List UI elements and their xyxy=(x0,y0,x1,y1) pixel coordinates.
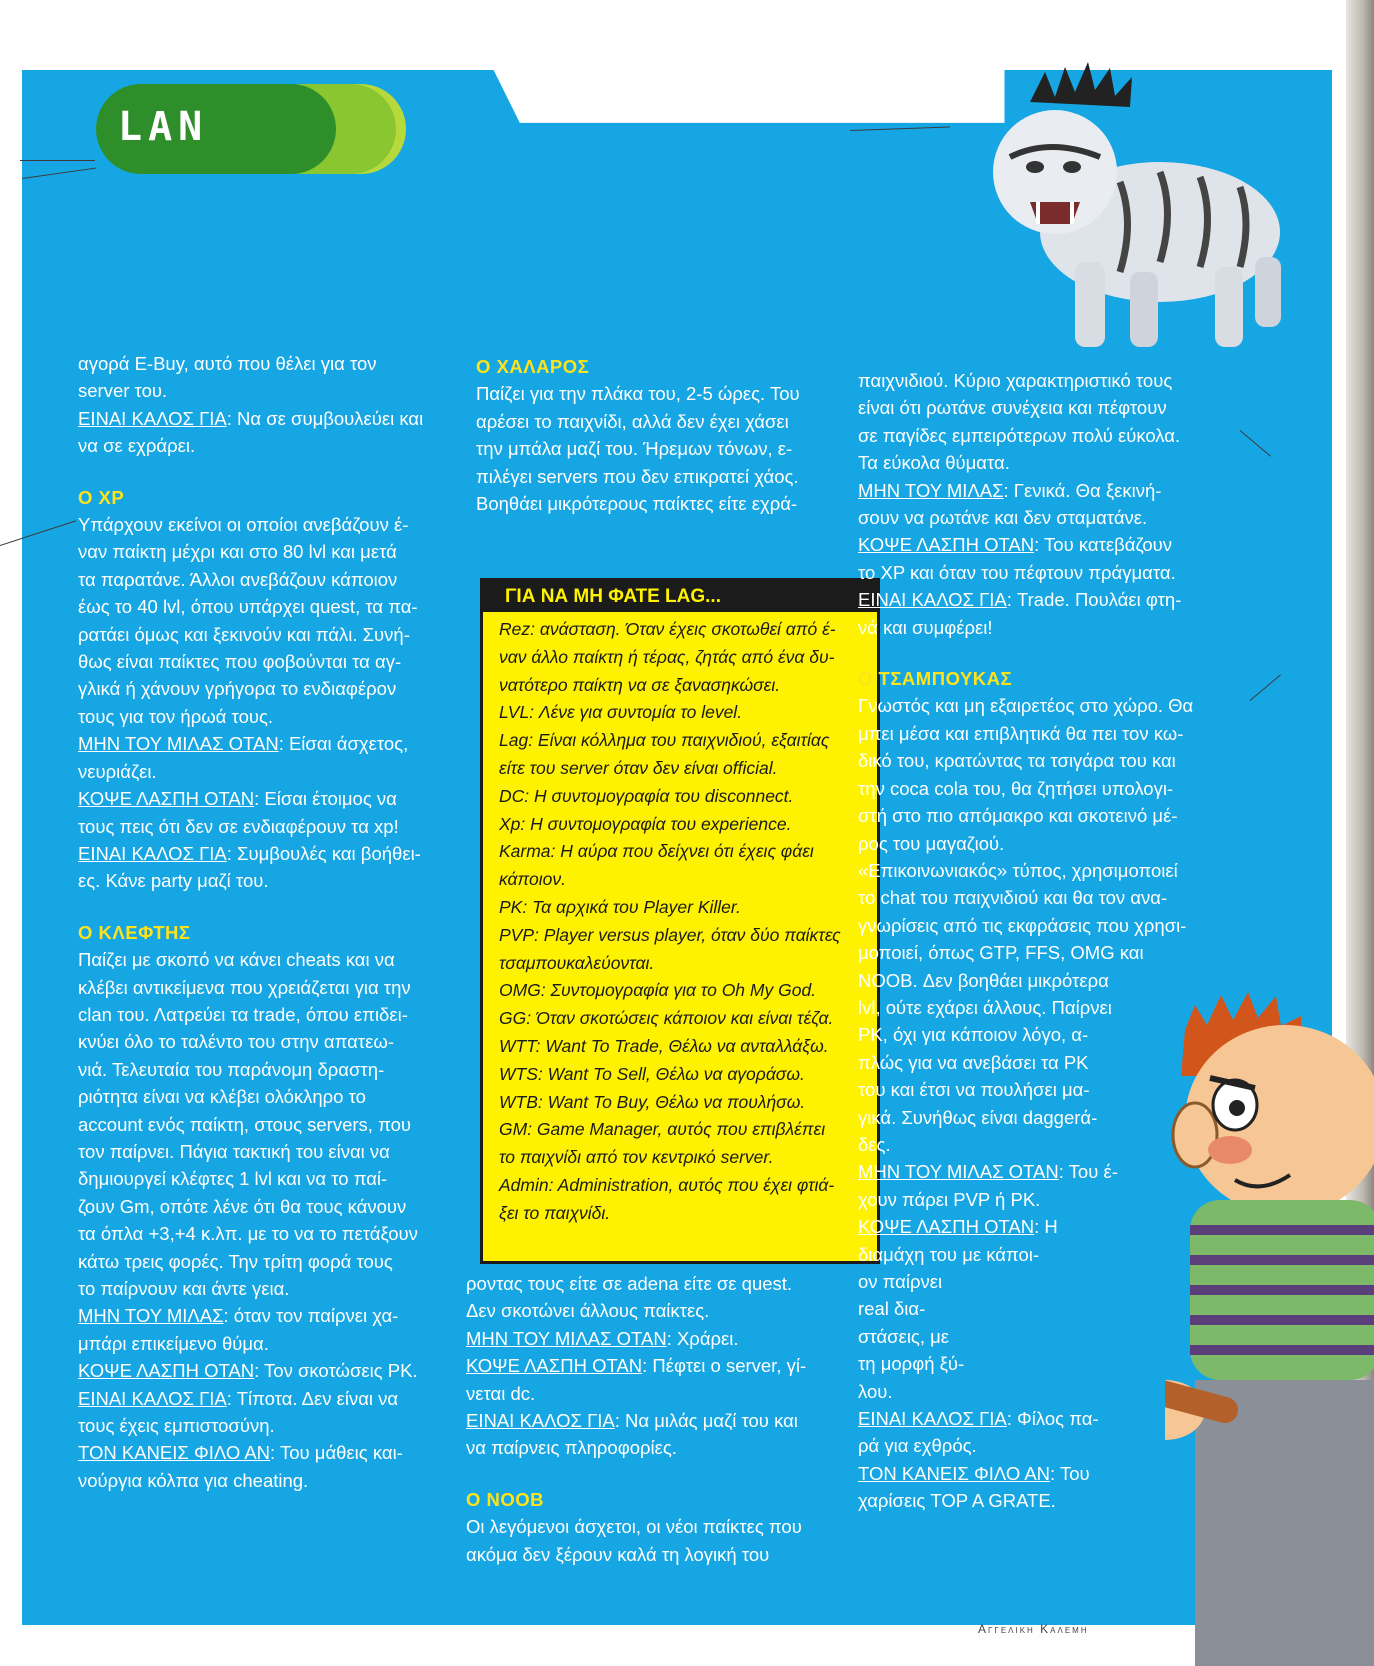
body-line: στή στο πιο απόμακρο και σκοτεινό μέ- xyxy=(858,805,1178,827)
body-line: ον παίρνει xyxy=(858,1271,943,1292)
body-line: κλέβει αντικείμενα που χρειάζεται για την xyxy=(78,976,411,998)
section-heading: Ο ΧΑΛΑΡΟΣ xyxy=(476,356,590,377)
section-heading: Ο XP xyxy=(78,486,125,508)
body-line: τον παίρνει. Πάγια τακτική του είναι να xyxy=(78,1140,390,1162)
glossary-entry: τσαμπουκαλεύονται. xyxy=(499,952,655,973)
glossary-entry: ναν άλλο παίκτη ή τέρας, ζητάς από ένα δυ- xyxy=(499,646,835,667)
cartoon-boy-illustration xyxy=(1165,990,1374,1666)
body-line: real δια- xyxy=(858,1298,926,1320)
advice-keyword: ΕΙΝΑΙ ΚΑΛΟΣ ΓΙΑ xyxy=(858,1408,1007,1430)
glossary-entry: WTT: Want To Trade, Θέλω να ανταλλάξω. xyxy=(499,1035,829,1056)
body-line: το παίρνουν και άντε γεια. xyxy=(78,1278,290,1299)
body-line: το XP και όταν του πέφτουν πράγματα. xyxy=(858,561,1176,583)
body-line: σε παγίδες εμπειρότερων πολύ εύκολα. xyxy=(858,424,1181,446)
body-line: αρέσει το παιχνίδι, αλλά δεν έχει χάσει xyxy=(476,410,789,432)
advice-line xyxy=(466,1407,846,1434)
text-column-1 xyxy=(78,350,448,1494)
body-line: Οι λεγόμενοι άσχετοι, οι νέοι παίκτες που xyxy=(466,1516,802,1538)
body-line: Βοηθάει μικρότερους παίκτες είτε εχρά- xyxy=(476,493,798,515)
body-line: lvl, ούτε εχάρει άλλους. Παίρνει xyxy=(858,996,1112,1018)
glossary-entry: είτε του server όταν δεν είναι official. xyxy=(499,757,778,778)
body-line: θως είναι παίκτες που φοβούνται τα αγ- xyxy=(78,651,402,673)
advice-line xyxy=(78,840,448,867)
advice-line xyxy=(78,785,448,812)
advice-text: : Να μιλάς μαζί του και xyxy=(614,1410,798,1432)
body-line: μοποιεί, όπως GTP, FFS, OMG και xyxy=(858,942,1144,964)
body-line: να σε εχράρει. xyxy=(78,435,196,457)
advice-text: : Χράρει. xyxy=(666,1327,739,1349)
advice-keyword: ΕΙΝΑΙ ΚΑΛΟΣ ΓΙΑ xyxy=(858,589,1007,611)
glossary-entry: OMG: Συντομογραφία για το Oh My God. xyxy=(499,980,817,1001)
body-line: στάσεις, με xyxy=(858,1325,950,1347)
body-line: Τα εύκολα θύματα. xyxy=(858,452,1010,474)
advice-text: : Του μάθεις και- xyxy=(270,1442,403,1464)
body-line: παιχνιδιού. Κύριο χαρακτηριστικό τους xyxy=(858,370,1173,391)
body-line: μπει μέσα και επιβλητικά θα πει τον κω- xyxy=(858,722,1184,744)
advice-line xyxy=(78,1439,448,1466)
body-line: χουν πάρει PVP ή PK. xyxy=(858,1188,1041,1210)
body-line: πλώς για να ανεβάσει τα PK xyxy=(858,1051,1089,1073)
body-line: clan του. Λατρεύει τα trade, όπου επιδει- xyxy=(78,1003,408,1025)
section-heading: Ο ΚΛΕΦΤΗΣ xyxy=(78,921,191,943)
advice-keyword: ΤΟΝ ΚΑΝΕΙΣ ΦΙΛΟ ΑΝ xyxy=(78,1442,271,1464)
body-line: ριότητα είναι να κλέβει ολόκληρο το xyxy=(78,1086,366,1108)
advice-line xyxy=(858,586,1258,613)
body-line: την coca cola του, θα ζητήσει υπολογι- xyxy=(858,777,1174,799)
advice-keyword: ΜΗΝ ΤΟΥ ΜΙΛΑΣ xyxy=(78,1305,224,1327)
body-line: μπάρι επικείμενο θύμα. xyxy=(78,1332,269,1354)
advice-keyword: ΕΙΝΑΙ ΚΑΛΟΣ ΓΙΑ xyxy=(78,842,227,864)
advice-keyword: ΜΗΝ ΤΟΥ ΜΙΛΑΣ ΟΤΑΝ xyxy=(858,1161,1059,1183)
advice-keyword: ΚΟΨΕ ΛΑΣΠΗ ΟΤΑΝ xyxy=(78,1360,255,1382)
body-line: τους πεις ότι δεν σε ενδιαφέρουν τα xp! xyxy=(78,815,399,837)
glossary-entry: Admin: Administration, αυτός που έχει φτιά- xyxy=(499,1174,835,1195)
advice-text: : Να σε συμβουλεύει και xyxy=(226,407,424,429)
glossary-entry: ξει το παιχνίδι. xyxy=(499,1202,611,1223)
body-line: τους για τον ήρωά τους. xyxy=(78,705,274,727)
advice-text: : Φίλος πα- xyxy=(1006,1408,1099,1430)
body-line: λου. xyxy=(858,1380,893,1402)
advice-keyword: ΕΙΝΑΙ ΚΑΛΟΣ ΓΙΑ xyxy=(78,1387,227,1409)
glossary-entry: Karma: Η αύρα που δείχνει ότι έχεις φάει xyxy=(499,841,814,862)
advice-line xyxy=(78,405,448,432)
decor-line xyxy=(20,160,95,161)
advice-keyword: ΕΙΝΑΙ ΚΑΛΟΣ ΓΙΑ xyxy=(466,1410,615,1432)
body-line: δες. xyxy=(858,1133,891,1155)
body-line: τους έχεις εμπιστοσύνη. xyxy=(78,1415,275,1437)
glossary-entry: LVL: Λένε για συντομία το level. xyxy=(499,702,743,723)
body-line: διαμάχη του με κάποι- xyxy=(858,1243,1040,1265)
glossary-entry: WTS: Want To Sell, Θέλω να αγοράσω. xyxy=(499,1063,805,1084)
body-line: χαρίσεις TOP A GRATE. xyxy=(858,1490,1056,1512)
body-line: σουν να ρωτάνε και δεν σταματάνε. xyxy=(858,507,1148,529)
glossary-entry: κάποιον. xyxy=(499,869,566,890)
body-line: νά και συμφέρει! xyxy=(858,616,993,638)
white-tiger-illustration xyxy=(960,62,1300,362)
glossary-entry: GG: Όταν σκοτώσεις κάποιον και είναι τέζα. xyxy=(499,1008,834,1029)
paragraph-gap xyxy=(78,895,448,919)
advice-text: : Πέφτει ο server, γί- xyxy=(642,1355,807,1377)
advice-line xyxy=(78,1302,448,1329)
advice-line xyxy=(78,730,448,757)
body-line: πιλέγει servers που δεν επικρατεί χάος. xyxy=(476,465,799,487)
body-line: την μπάλα μαζί του. Ήρεμων τόνων, ε- xyxy=(476,438,793,460)
text-column-2-top xyxy=(476,353,836,517)
glossary-title: ΓΙΑ ΝΑ ΜΗ ΦΑΤΕ LAG... xyxy=(483,581,877,612)
body-line: κνύει όλο το ταλέντο του στην απατεω- xyxy=(78,1031,394,1053)
body-line: γνωρίσεις από τις εκφράσεις που χρησι- xyxy=(858,914,1187,936)
advice-keyword: ΚΟΨΕ ΛΑΣΠΗ ΟΤΑΝ xyxy=(858,1216,1035,1238)
advice-keyword: ΜΗΝ ΤΟΥ ΜΙΛΑΣ ΟΤΑΝ xyxy=(466,1327,667,1349)
glossary-entry: Xp: Η συντομογραφία του experience. xyxy=(499,813,792,834)
body-line: είναι ότι ρωτάνε συνέχεια και πέφτουν xyxy=(858,397,1167,419)
body-line: ναν παίκτη μέχρι και στο 80 lvl και μετά xyxy=(78,541,397,563)
body-line: του και έτσι να πουλήσει μα- xyxy=(858,1079,1090,1101)
advice-text: : Είσαι έτοιμος να xyxy=(254,788,397,810)
body-line: δικό του, κρατώντας τα τσιγάρα του και xyxy=(858,750,1176,772)
advice-text: : Trade. Πουλάει φτη- xyxy=(1006,589,1182,611)
body-line: τη μορφή ξύ- xyxy=(858,1353,965,1375)
body-line: δημιουργεί κλέφτες 1 lvl και να το παί- xyxy=(78,1168,388,1190)
glossary-entry: PK: Τα αρχικά του Player Killer. xyxy=(499,896,741,917)
paragraph-gap xyxy=(78,460,448,484)
body-line: νεται dc. xyxy=(466,1382,536,1404)
glossary-entry: νατότερο παίκτη να σε ξανασηκώσει. xyxy=(499,674,781,695)
body-line: server του. xyxy=(78,380,168,402)
body-line: ζουν Gm, οπότε λένε ότι θα τους κάνουν xyxy=(78,1195,407,1217)
advice-text: : Συμβουλές και βοήθει- xyxy=(226,842,421,864)
advice-text: : Η xyxy=(1034,1216,1058,1238)
paragraph-gap xyxy=(858,641,1258,665)
body-line: τα όπλα +3,+4 κ.λπ. με το να το πετάξουν xyxy=(78,1223,418,1245)
author-byline: Αγγελικη Καλεμη xyxy=(978,1622,1089,1636)
advice-keyword: ΚΟΨΕ ΛΑΣΠΗ ΟΤΑΝ xyxy=(466,1355,643,1377)
advice-text: : Τον σκοτώσεις PK. xyxy=(254,1360,418,1382)
advice-text: : Είσαι άσχετος, xyxy=(278,733,409,755)
advice-keyword: ΤΟΝ ΚΑΝΕΙΣ ΦΙΛΟ ΑΝ xyxy=(858,1462,1051,1484)
glossary-entry: GM: Game Manager, αυτός που επιβλέπει xyxy=(499,1119,826,1140)
body-line: έως το 40 lvl, όπου υπάρχει quest, τα πα- xyxy=(78,596,418,618)
advice-line xyxy=(78,1385,448,1412)
advice-line xyxy=(858,531,1258,558)
glossary-entry: Lag: Είναι κόλλημα του παιχνιδιού, εξαιτίας xyxy=(499,730,830,751)
glossary-entry: το παιχνίδι από τον κεντρικό server. xyxy=(499,1147,774,1168)
body-line: NOOB. Δεν βοηθάει μικρότερα xyxy=(858,969,1109,991)
body-line: ες. Κάνε party μαζί του. xyxy=(78,870,269,892)
body-line: τα παρατάνε. Άλλοι ανεβάζουν κάποιον xyxy=(78,568,398,590)
advice-text: : Του xyxy=(1050,1462,1090,1484)
advice-text: : Γενικά. Θα ξεκινή- xyxy=(1003,479,1162,501)
body-line: γλικά ή χάνουν γρήγορα το ενδιαφέρον xyxy=(78,678,397,700)
glossary-body xyxy=(483,612,877,1228)
body-line: «Επικοινωνιακός» τύπος, χρησιμοποιεί xyxy=(858,859,1178,881)
advice-keyword: ΚΟΨΕ ΛΑΣΠΗ ΟΤΑΝ xyxy=(78,788,255,810)
body-line: κάτω τρεις φορές. Την τρίτη φορά τους xyxy=(78,1250,393,1272)
body-line: Γνωστός και μη εξαιρετέος στο χώρο. Θα xyxy=(858,695,1194,717)
advice-line xyxy=(858,477,1258,504)
advice-keyword: ΕΙΝΑΙ ΚΑΛΟΣ ΓΙΑ xyxy=(78,407,227,429)
body-line: νιά. Τελευταία του παράνομη δραστη- xyxy=(78,1058,385,1080)
advice-keyword: ΜΗΝ ΤΟΥ ΜΙΛΑΣ xyxy=(858,479,1004,501)
advice-line xyxy=(466,1352,846,1379)
section-heading: Ο ΤΣΑΜΠΟΥΚΑΣ xyxy=(858,668,1013,690)
body-line: Παίζει για την πλάκα του, 2-5 ώρες. Του xyxy=(476,383,800,405)
body-line: PK, όχι για κάποιον λόγο, α- xyxy=(858,1024,1089,1046)
text-column-2-bottom xyxy=(466,1270,846,1568)
body-line: ροντας τους είτε σε adena είτε σε quest. xyxy=(466,1273,793,1294)
glossary-entry: Rez: ανάσταση. Όταν έχεις σκοτωθεί από έ- xyxy=(499,619,836,639)
advice-text: : Τίποτα. Δεν είναι να xyxy=(226,1387,399,1409)
body-line: το chat του παιχνιδιού και θα τον ανα- xyxy=(858,887,1168,909)
glossary-entry: PVP: Player versus player, όταν δύο παίκτες xyxy=(499,924,841,945)
body-line: Υπάρχουν εκείνοι οι οποίοι ανεβάζουν έ- xyxy=(78,514,409,536)
body-line: ακόμα δεν ξέρουν καλά τη λογική του xyxy=(466,1543,770,1565)
advice-text: : Του κατεβάζουν xyxy=(1034,534,1173,556)
section-badge xyxy=(96,84,404,174)
paragraph-gap xyxy=(466,1462,846,1486)
advice-line xyxy=(78,1357,448,1384)
body-line: νούργια κόλπα για cheating. xyxy=(78,1469,309,1491)
section-badge-label: LAN xyxy=(118,104,209,150)
glossary-entry: DC: Η συντομογραφία του disconnect. xyxy=(499,785,794,806)
glossary-box xyxy=(480,578,880,1264)
advice-keyword: ΜΗΝ ΤΟΥ ΜΙΛΑΣ ΟΤΑΝ xyxy=(78,733,279,755)
body-line: ρά για εχθρός. xyxy=(858,1435,977,1457)
advice-text: : Του έ- xyxy=(1058,1161,1118,1183)
body-line: γικά. Συνήθως είναι daggerά- xyxy=(858,1106,1098,1128)
body-line: να παίρνεις πληροφορίες. xyxy=(466,1437,677,1459)
advice-line xyxy=(466,1325,846,1352)
body-line: ρος του μαγαζιού. xyxy=(858,832,1005,854)
body-line: Δεν σκοτώνει άλλους παίκτες. xyxy=(466,1300,710,1322)
section-heading: Ο NOOB xyxy=(466,1488,545,1510)
body-line: account ενός παίκτη, στους servers, που xyxy=(78,1113,411,1135)
body-line: Παίζει με σκοπό να κάνει cheats και να xyxy=(78,949,395,971)
body-line: αγορά E-Buy, αυτό που θέλει για τον xyxy=(78,353,377,374)
body-line: ρατάει όμως και ξεκινούν και πάλι. Συνή- xyxy=(78,623,410,645)
advice-keyword: ΚΟΨΕ ΛΑΣΠΗ ΟΤΑΝ xyxy=(858,534,1035,556)
glossary-entry: WTB: Want To Buy, Θέλω να πουλήσω. xyxy=(499,1091,806,1112)
advice-text: : όταν τον παίρνει χα- xyxy=(223,1305,399,1327)
body-line: νευριάζει. xyxy=(78,760,157,782)
